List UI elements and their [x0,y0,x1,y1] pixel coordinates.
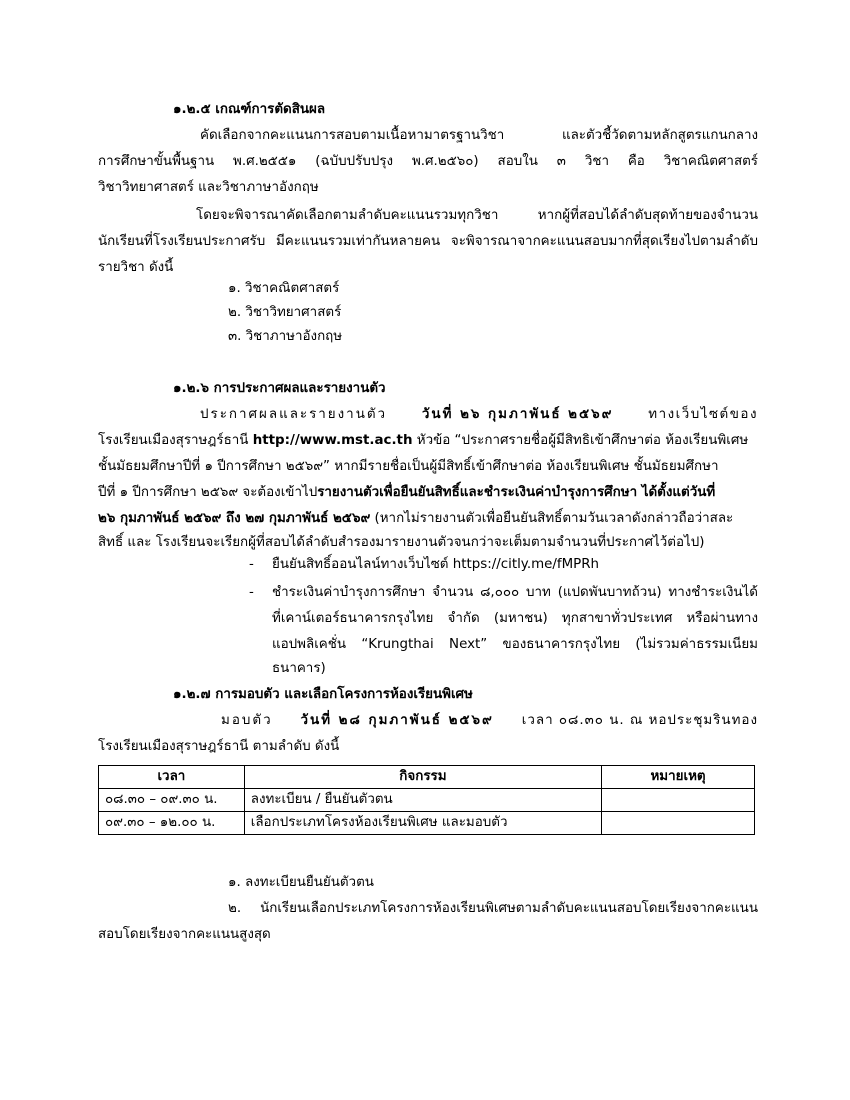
announce-date: วันที่ ๒๖ กุมภาพันธ์ ๒๕๖๙ [421,407,614,422]
enroll-line1 [221,711,758,731]
announce-line4-text: ปีที่ ๑ ปีการศึกษา ๒๕๖๙ จะต้องเข้าไป [98,485,318,500]
criteria-para2-line3: รายวิชา ดังนี้ [98,260,174,275]
enroll-label: มอบตัว [221,713,273,728]
subject-list-item: ๒. วิชาวิทยาศาสตร์ [228,305,342,320]
announce-line1-text: ประกาศผลและรายงานตัว [200,407,388,422]
subject-list-item: ๑. วิชาคณิตศาสตร์ [228,281,340,296]
enroll-date: วันที่ ๒๘ กุมภาพันธ์ ๒๕๖๙ [300,713,494,728]
heading-enrollment: ๑.๒.๗ การมอบตัว และเลือกโครงการห้องเรียนพิเศษ [173,687,473,702]
heading-announcement: ๑.๒.๖ การประกาศผลและรายงานตัว [173,381,386,396]
heading-criteria: ๑.๒.๕ เกณฑ์การตัดสินผล [173,102,326,117]
announce-line6: สิทธิ์ และ โรงเรียนจะเรียกผู้ที่สอบได้ลำดับสำรองมารายงานตัวจนกว่าจะเต็มตามจำนวนที่ประกาศไว้ต่อไป) [98,535,705,550]
school-url-link[interactable]: http://www.mst.ac.th [252,433,413,448]
enroll-step-2-line2: สอบโดยเรียงจากคะแนนสูงสุด [98,927,271,942]
report-instruction: รายงานตัวเพื่อยืนยันสิทธิ์และชำระเงินค่าบำรุงการศึกษา ได้ตั้งแต่วันที่ [317,485,716,500]
table-cell-time: ๐๙.๓๐ – ๑๒.๐๐ น. [99,812,245,835]
criteria-para1-line1: คัดเลือกจากคะแนนการสอบตามเนื้อหามาตรฐานวิชา และตัวชี้วัดตามหลักสูตรแกนกลาง [200,128,758,143]
report-date-range: ๒๖ กุมภาพันธ์ ๒๕๖๙ ถึง ๒๗ กุมภาพันธ์ ๒๕๖๙ [98,511,371,526]
announce-line4 [98,483,715,503]
table-header-activity: กิจกรรม [244,766,601,789]
payment-item-line2: ที่เคาน์เตอร์ธนาคารกรุงไทย จำกัด (มหาชน) ทุกสาขาทั่วประเทศ หรือผ่านทาง [272,611,758,626]
school-name: โรงเรียนเมืองสุราษฎร์ธานี [98,433,249,448]
table-cell-activity: เลือกประเภทโครงห้องเรียนพิเศษ และมอบตัว [244,812,601,835]
enroll-step-1: ๑. ลงทะเบียนยืนยันตัวตน [228,875,374,890]
schedule-table [98,765,755,835]
announce-line3: ชั้นมัธยมศึกษาปีที่ ๑ ปีการศึกษา ๒๕๖๙” หากมีรายชื่อเป็นผู้มีสิทธิ์เข้าศึกษาต่อ ห้องเรียนพิเศษ ชั้นมัธยมศึกษา [98,459,719,474]
payment-item-line4: ธนาคาร) [272,661,326,676]
bullet-dash: - [249,557,254,572]
enroll-line2: โรงเรียนเมืองสุราษฎร์ธานี ตามลำดับ ดังนี้ [98,739,340,754]
criteria-para2-line1: โดยจะพิจารณาคัดเลือกตามลำดับคะแนนรวมทุกวิชา หากผู้ที่สอบได้ลำดับสุดท้ายของจำนวน [196,208,758,223]
payment-item-line3: แอปพลิเคชั่น “Krungthai Next” ของธนาคารกรุงไทย (ไม่รวมค่าธรรมเนียม [272,637,758,652]
announce-line5 [98,509,733,529]
bullet-dash: - [249,585,254,600]
confirm-online-item: ยืนยันสิทธิ์ออนไลน์ทางเว็บไซต์ https://citly.me/fMPRh [272,557,600,572]
table-header-row [99,766,755,789]
table-cell-activity: ลงทะเบียน / ยืนยันตัวตน [244,789,601,812]
criteria-para2-line2: นักเรียนที่โรงเรียนประกาศรับ มีคะแนนรวมเท่ากันหลายคน จะพิจารณาจากคะแนนสอบมากที่สุดเรียงไปตามลำดับ [98,234,758,249]
subject-list-item: ๓. วิชาภาษาอังกฤษ [228,329,343,344]
announce-line1 [200,405,758,425]
criteria-para1-line2: การศึกษาขั้นพื้นฐาน พ.ศ.๒๕๕๑ (ฉบับปรับปรุง พ.ศ.๒๕๖๐) สอบใน ๓ วิชา คือ วิชาคณิตศาสตร์ [98,154,758,169]
enroll-step-2-line1: ๒. นักเรียนเลือกประเภทโครงการห้องเรียนพิเศษตามลำดับคะแนนสอบโดยเรียงจากคะแนน [228,901,758,916]
table-row [99,812,755,835]
criteria-para1-line3: วิชาวิทยาศาสตร์ และวิชาภาษาอังกฤษ [98,180,319,195]
table-cell-time: ๐๘.๓๐ – ๐๙.๓๐ น. [99,789,245,812]
announce-topic: หัวข้อ “ประกาศรายชื่อผู้มีสิทธิเข้าศึกษาต่อ ห้องเรียนพิเศษ [412,433,749,448]
table-cell-note [602,812,755,835]
announce-line2 [98,431,748,451]
payment-item-line1: ชำระเงินค่าบำรุงการศึกษา จำนวน ๘,๐๐๐ บาท (แปดพันบาทถ้วน) ทางชำระเงินได้ [272,585,758,600]
table-cell-note [602,789,755,812]
enroll-time-place: เวลา ๐๘.๓๐ น. ณ หอประชุมรินทอง [521,713,758,728]
table-header-note: หมายเหตุ [602,766,755,789]
announce-line1-tail: ทางเว็บไซต์ของ [648,407,758,422]
announce-line5-tail: (หากไม่รายงานตัวเพื่อยืนยันสิทธิ์ตามวันเวลาดังกล่าวถือว่าสละ [370,511,734,526]
table-row [99,789,755,812]
table-header-time: เวลา [99,766,245,789]
